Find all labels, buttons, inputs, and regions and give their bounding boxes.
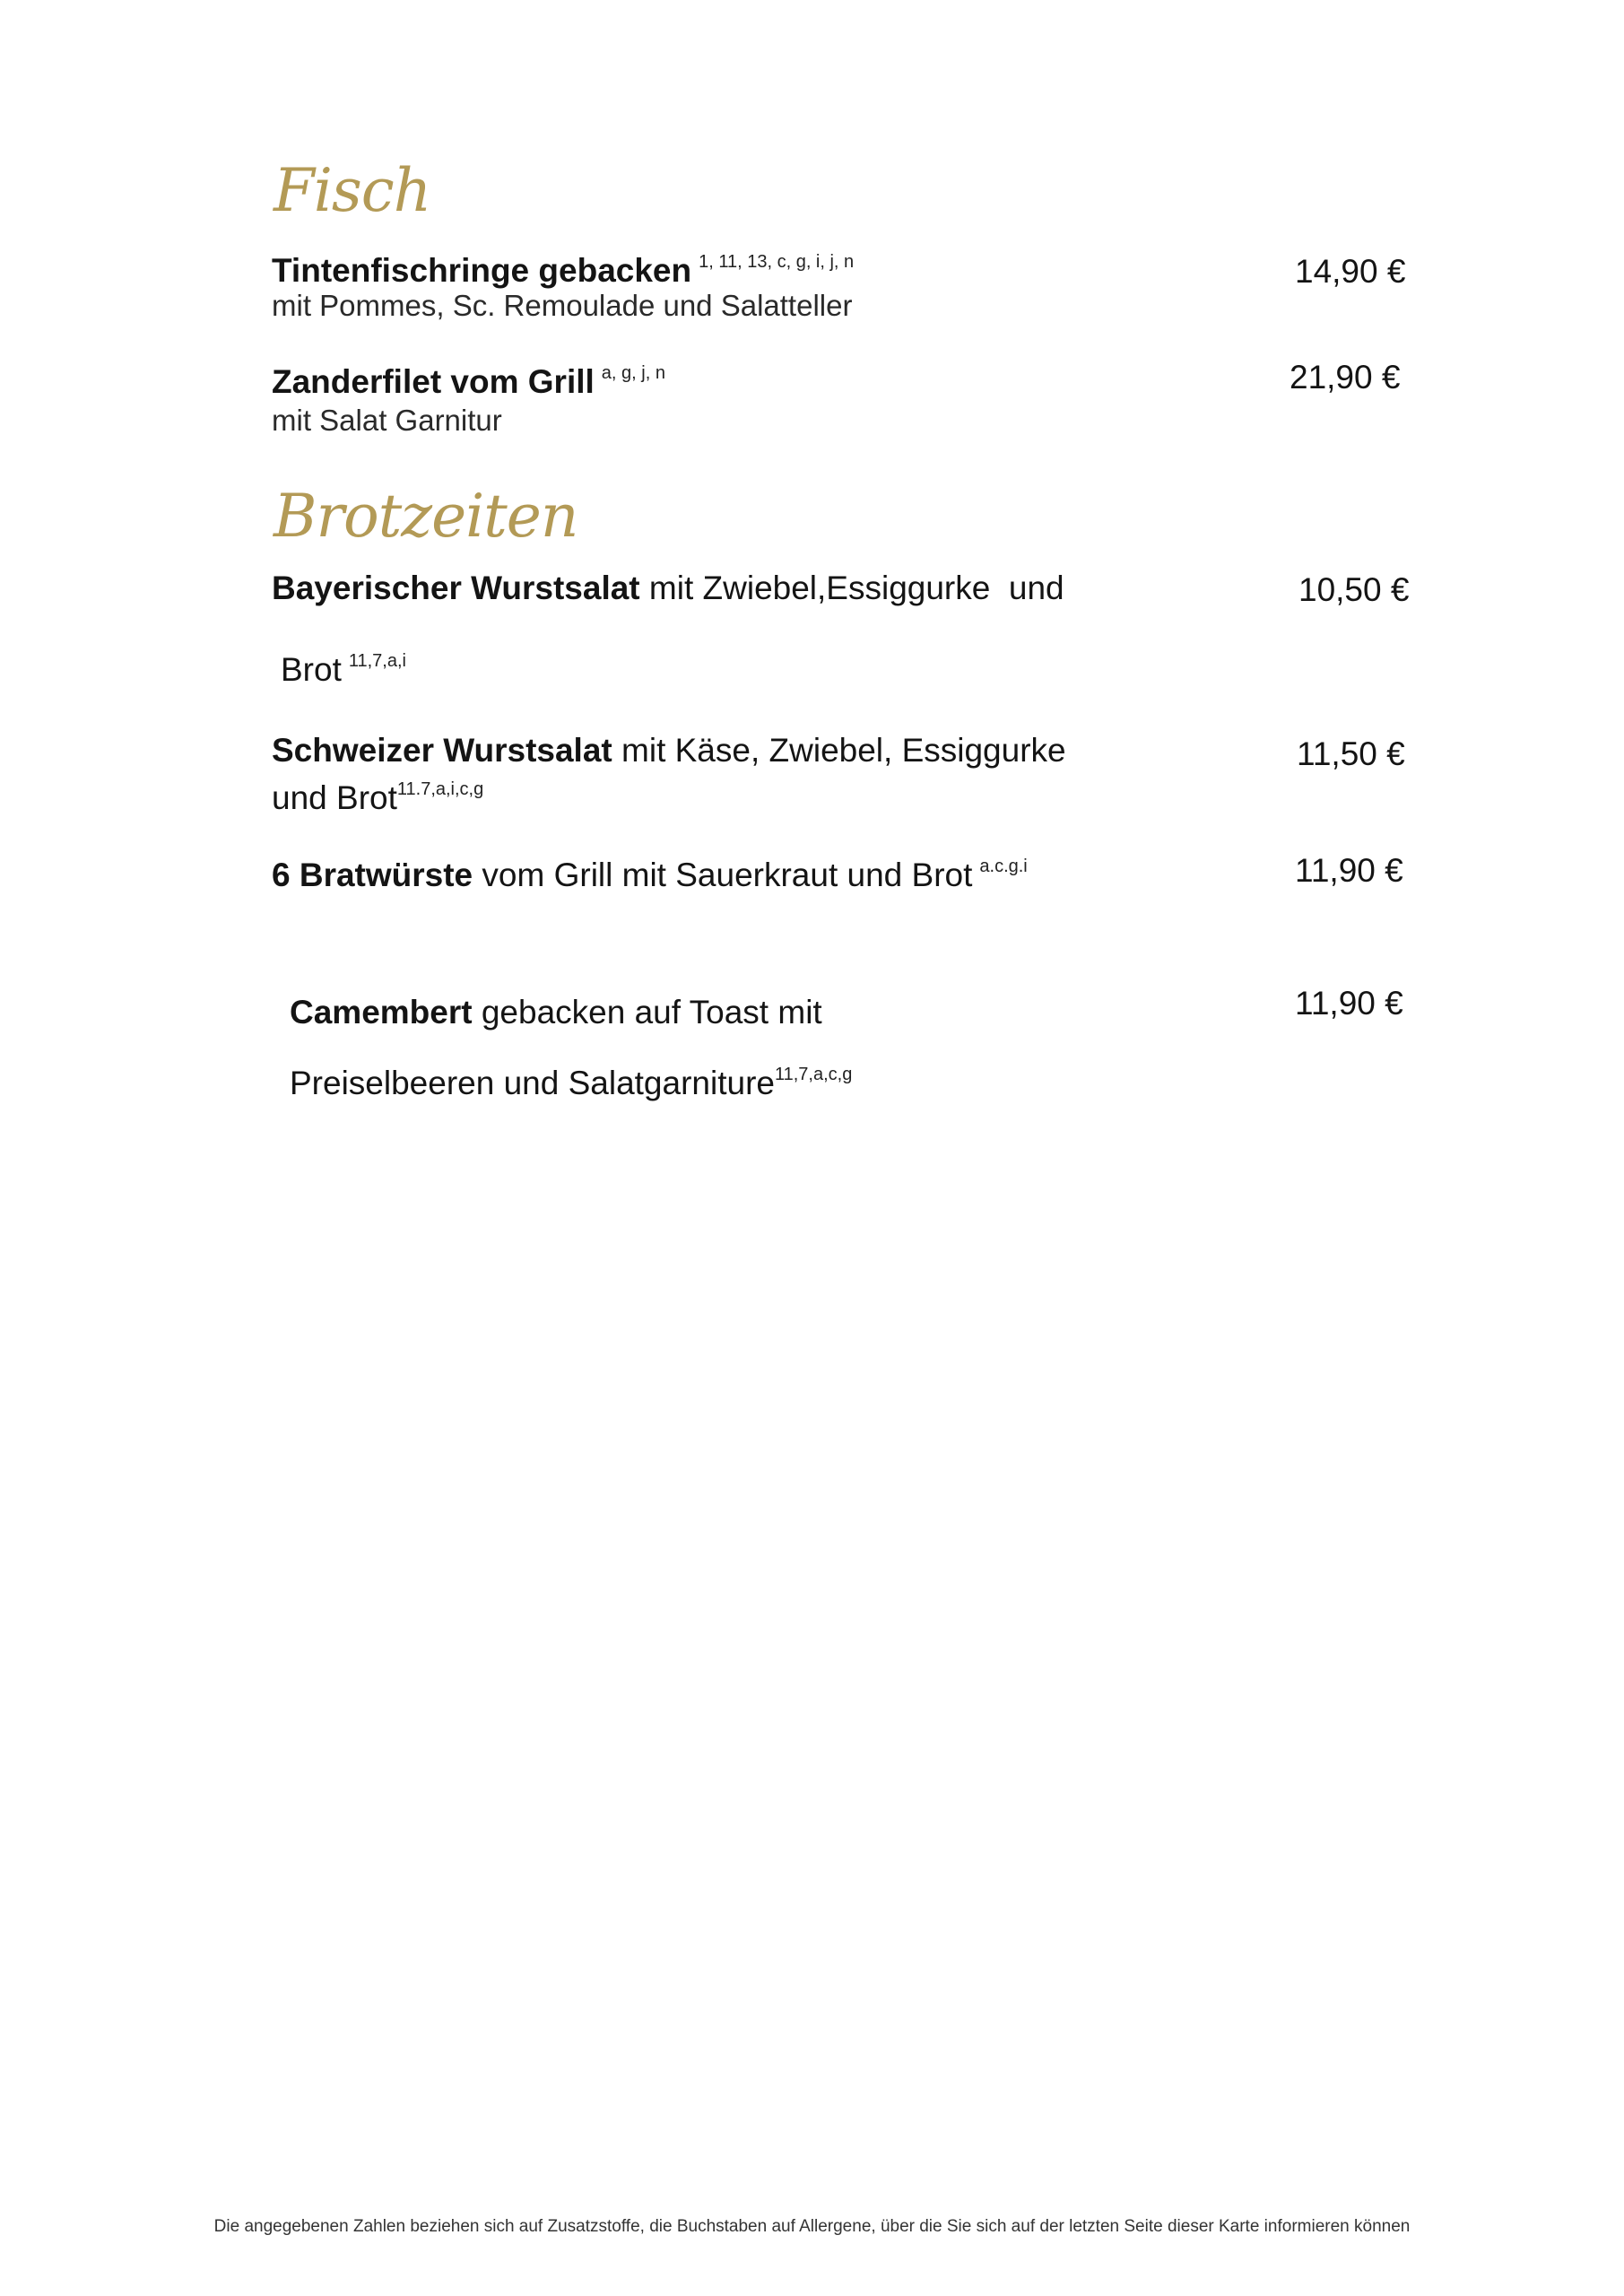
item-title-line xyxy=(290,996,822,1029)
item-description: gebacken auf Toast mit xyxy=(481,994,822,1031)
item-description: und Brot xyxy=(272,779,397,816)
allergen-codes: 11,7,a,i xyxy=(348,651,406,671)
item-name: Tintenfischringe gebacken xyxy=(272,252,692,289)
item-name: Bayerischer Wurstsalat xyxy=(272,570,640,606)
allergen-codes: a.c.g.i xyxy=(979,857,1028,876)
item-description: Preiselbeeren und Salatgarniture xyxy=(290,1065,775,1101)
section-title-fisch: Fisch xyxy=(274,156,431,225)
item-description: mit Zwiebel,Essiggurke und xyxy=(648,570,1064,606)
item-name: 6 Bratwürste xyxy=(272,857,473,893)
item-name: Camembert xyxy=(290,994,473,1031)
item-price: 11,90 € xyxy=(1295,985,1403,1022)
item-title-line xyxy=(272,253,854,287)
item-description-line2 xyxy=(281,652,406,686)
item-title-line xyxy=(272,857,1028,891)
item-description-line2 xyxy=(272,780,483,814)
allergen-codes: 11.7,a,i,c,g xyxy=(396,779,484,799)
item-description: Brot xyxy=(281,651,342,688)
allergen-codes: 11,7,a,c,g xyxy=(774,1065,853,1084)
item-description: mit Pommes, Sc. Remoulade und Salatteller xyxy=(272,289,853,322)
item-description: mit Käse, Zwiebel, Essiggurke xyxy=(621,732,1066,769)
item-price: 10,50 € xyxy=(1298,571,1410,608)
item-price: 14,90 € xyxy=(1295,253,1406,290)
item-title-line xyxy=(272,734,1066,767)
allergen-codes: 1, 11, 13, c, g, i, j, n xyxy=(699,252,855,272)
item-price: 11,90 € xyxy=(1295,852,1403,889)
item-name: Schweizer Wurstsalat xyxy=(272,732,612,769)
item-title-line xyxy=(272,571,1064,604)
item-description: vom Grill mit Sauerkraut und Brot xyxy=(482,857,973,893)
item-description-line2 xyxy=(290,1065,852,1100)
allergen-codes: a, g, j, n xyxy=(601,363,665,383)
item-name: Zanderfilet vom Grill xyxy=(272,363,595,400)
section-title-brotzeiten: Brotzeiten xyxy=(274,482,578,551)
item-price: 21,90 € xyxy=(1290,359,1401,396)
item-description: mit Salat Garnitur xyxy=(272,404,502,437)
item-title-line xyxy=(272,364,665,398)
allergen-footnote: Die angegebenen Zahlen beziehen sich auf Zusatzstoffe, die Buchstaben auf Allergene, über die Sie sich auf der letzten Seite dieser Karte informieren können xyxy=(213,2217,1411,2236)
item-price: 11,50 € xyxy=(1297,735,1405,772)
